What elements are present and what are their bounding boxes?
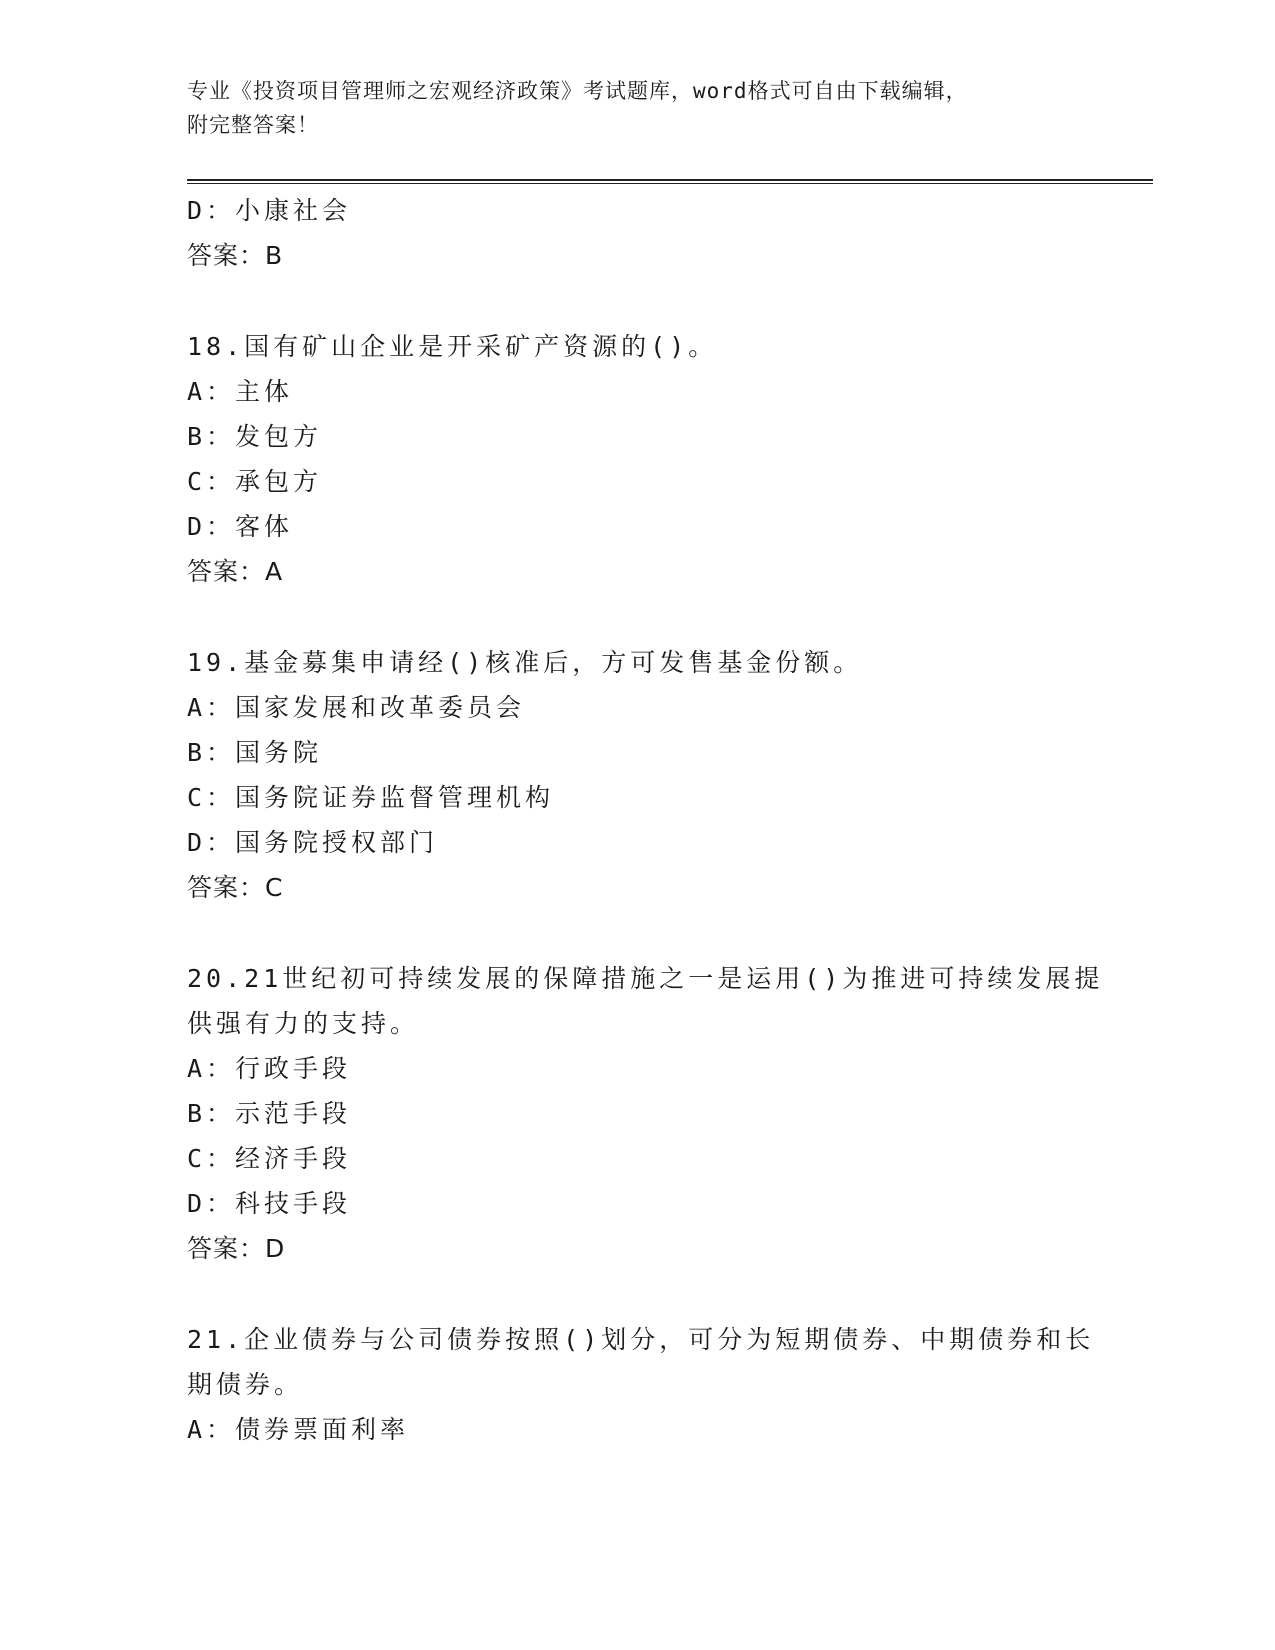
question-21 (187, 1317, 1095, 1452)
option-b: B：国务院 (187, 738, 323, 767)
option-a: A：债券票面利率 (187, 1415, 410, 1444)
question-list (187, 188, 1104, 1452)
header-line-2: 附完整答案！ (187, 113, 319, 137)
answer: 答案：A (187, 557, 284, 586)
question-20 (187, 956, 1104, 1271)
option-d: D：小康社会 (187, 196, 352, 225)
option-b: B：示范手段 (187, 1099, 352, 1128)
option-c: C：承包方 (187, 467, 323, 496)
option-a: A：行政手段 (187, 1054, 352, 1083)
option-d: D：国务院授权部门 (187, 828, 439, 857)
page-header (187, 74, 1067, 142)
answer: 答案：D (187, 1234, 286, 1263)
header-divider (187, 179, 1153, 184)
question-19 (187, 640, 1087, 910)
question-stem-line-1: 21.企业债券与公司债券按照()划分，可分为短期债券、中期债券和长 (187, 1325, 1095, 1354)
option-d: D：客体 (187, 512, 294, 541)
option-c: C：国务院证券监督管理机构 (187, 783, 555, 812)
question-stem-line-2: 供强有力的支持。 (187, 1009, 420, 1038)
answer: 答案：B (187, 241, 284, 270)
option-c: C：经济手段 (187, 1144, 352, 1173)
question-stem: 19.基金募集申请经()核准后，方可发售基金份额。 (187, 648, 863, 677)
option-a: A：主体 (187, 377, 294, 406)
answer: 答案：C (187, 873, 284, 902)
question-stem-line-1: 20.21世纪初可持续发展的保障措施之一是运用()为推进可持续发展提 (187, 964, 1104, 993)
question-stem: 18.国有矿山企业是开采矿产资源的()。 (187, 332, 718, 361)
option-d: D：科技手段 (187, 1189, 352, 1218)
header-line-1: 专业《投资项目管理师之宏观经济政策》考试题库，word格式可自由下载编辑， (187, 79, 968, 103)
option-a: A：国家发展和改革委员会 (187, 693, 526, 722)
question-18 (187, 324, 1087, 594)
question-stem-line-2: 期债券。 (187, 1370, 304, 1399)
option-b: B：发包方 (187, 422, 323, 451)
